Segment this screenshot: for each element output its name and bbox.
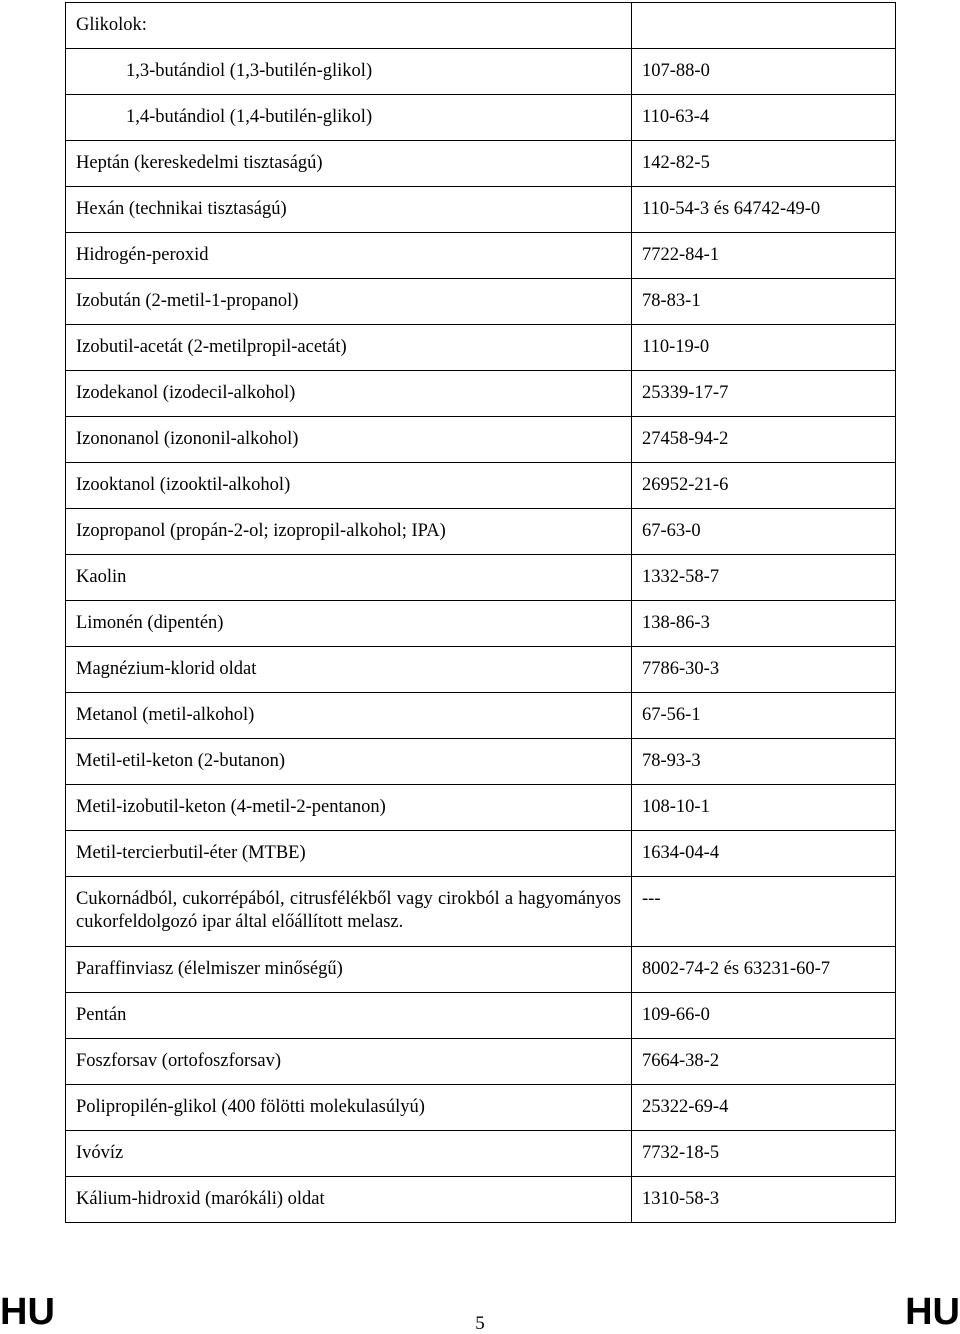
substance-name-cell: Izobután (2-metil-1-propanol) xyxy=(66,279,632,325)
cas-number-cell xyxy=(632,3,896,49)
cas-number-cell: 7664-38-2 xyxy=(632,1039,896,1085)
substance-name-cell: 1,3-butándiol (1,3-butilén-glikol) xyxy=(66,49,632,95)
cas-number-cell: 7732-18-5 xyxy=(632,1131,896,1177)
substance-name-cell: Izopropanol (propán-2-ol; izopropil-alkohol; IPA) xyxy=(66,509,632,555)
table-row xyxy=(66,555,896,601)
cas-number-cell: --- xyxy=(632,877,896,947)
cas-number-cell: 138-86-3 xyxy=(632,601,896,647)
cas-number-cell: 8002-74-2 és 63231-60-7 xyxy=(632,947,896,993)
substance-name-cell: Magnézium-klorid oldat xyxy=(66,647,632,693)
cas-number-cell: 25322-69-4 xyxy=(632,1085,896,1131)
substance-name-cell: Pentán xyxy=(66,993,632,1039)
cas-number-cell: 78-83-1 xyxy=(632,279,896,325)
table-row xyxy=(66,417,896,463)
cas-number-cell: 27458-94-2 xyxy=(632,417,896,463)
substance-name-cell: 1,4-butándiol (1,4-butilén-glikol) xyxy=(66,95,632,141)
substance-name-cell: Foszforsav (ortofoszforsav) xyxy=(66,1039,632,1085)
table-row xyxy=(66,647,896,693)
table-row xyxy=(66,947,896,993)
substance-name-cell: Hidrogén-peroxid xyxy=(66,233,632,279)
table-row xyxy=(66,877,896,947)
table-row xyxy=(66,1039,896,1085)
table-row xyxy=(66,233,896,279)
cas-number-cell: 7722-84-1 xyxy=(632,233,896,279)
cas-number-cell: 108-10-1 xyxy=(632,785,896,831)
cas-number-cell: 67-56-1 xyxy=(632,693,896,739)
substance-name-cell: Limonén (dipentén) xyxy=(66,601,632,647)
table-row xyxy=(66,141,896,187)
cas-number-cell: 109-66-0 xyxy=(632,993,896,1039)
cas-number-cell: 26952-21-6 xyxy=(632,463,896,509)
table-row xyxy=(66,509,896,555)
table-row xyxy=(66,49,896,95)
substance-name-cell: Metil-tercierbutil-éter (MTBE) xyxy=(66,831,632,877)
table-row xyxy=(66,831,896,877)
cas-number-cell: 107-88-0 xyxy=(632,49,896,95)
table-row xyxy=(66,187,896,233)
cas-number-cell: 1332-58-7 xyxy=(632,555,896,601)
substance-name-cell: Polipropilén-glikol (400 fölötti molekulasúlyú) xyxy=(66,1085,632,1131)
substance-name-cell: Metil-izobutil-keton (4-metil-2-pentanon) xyxy=(66,785,632,831)
table-row xyxy=(66,601,896,647)
table-row xyxy=(66,993,896,1039)
table-row xyxy=(66,3,896,49)
footer-language-code-left: HU xyxy=(0,1291,55,1333)
substance-table-body xyxy=(66,3,896,1223)
cas-number-cell: 78-93-3 xyxy=(632,739,896,785)
table-row xyxy=(66,325,896,371)
table-row xyxy=(66,371,896,417)
table-row xyxy=(66,1085,896,1131)
table-row xyxy=(66,279,896,325)
cas-number-cell: 25339-17-7 xyxy=(632,371,896,417)
cas-number-cell: 142-82-5 xyxy=(632,141,896,187)
substance-name-cell: Heptán (kereskedelmi tisztaságú) xyxy=(66,141,632,187)
table-row xyxy=(66,693,896,739)
substance-name-cell: Hexán (technikai tisztaságú) xyxy=(66,187,632,233)
table-row xyxy=(66,1177,896,1223)
substance-name-cell: Izobutil-acetát (2-metilpropil-acetát) xyxy=(66,325,632,371)
substance-name-cell: Kaolin xyxy=(66,555,632,601)
substance-name-cell: Glikolok: xyxy=(66,3,632,49)
substance-name-cell: Ivóvíz xyxy=(66,1131,632,1177)
cas-number-cell: 110-54-3 és 64742-49-0 xyxy=(632,187,896,233)
substance-name-cell: Izooktanol (izooktil-alkohol) xyxy=(66,463,632,509)
substance-name-cell: Kálium-hidroxid (marókáli) oldat xyxy=(66,1177,632,1223)
substance-name-cell: Izodekanol (izodecil-alkohol) xyxy=(66,371,632,417)
substance-name-cell: Metanol (metil-alkohol) xyxy=(66,693,632,739)
cas-number-cell: 110-63-4 xyxy=(632,95,896,141)
substance-table xyxy=(65,2,896,1223)
table-row xyxy=(66,1131,896,1177)
cas-number-cell: 1634-04-4 xyxy=(632,831,896,877)
table-row xyxy=(66,739,896,785)
table-row xyxy=(66,463,896,509)
substance-name-cell: Paraffinviasz (élelmiszer minőségű) xyxy=(66,947,632,993)
cas-number-cell: 1310-58-3 xyxy=(632,1177,896,1223)
cas-number-cell: 7786-30-3 xyxy=(632,647,896,693)
cas-number-cell: 110-19-0 xyxy=(632,325,896,371)
table-row xyxy=(66,785,896,831)
page-number: 5 xyxy=(475,1313,485,1334)
substance-name-cell: Izononanol (izononil-alkohol) xyxy=(66,417,632,463)
substance-name-cell: Metil-etil-keton (2-butanon) xyxy=(66,739,632,785)
footer-language-code-right: HU xyxy=(905,1291,960,1333)
cas-number-cell: 67-63-0 xyxy=(632,509,896,555)
substance-name-cell: Cukornádból, cukorrépából, citrusfélékből vagy cirokból a hagyományos cukorfeldolgozó ipar által előállított melasz. xyxy=(66,877,632,947)
table-row xyxy=(66,95,896,141)
